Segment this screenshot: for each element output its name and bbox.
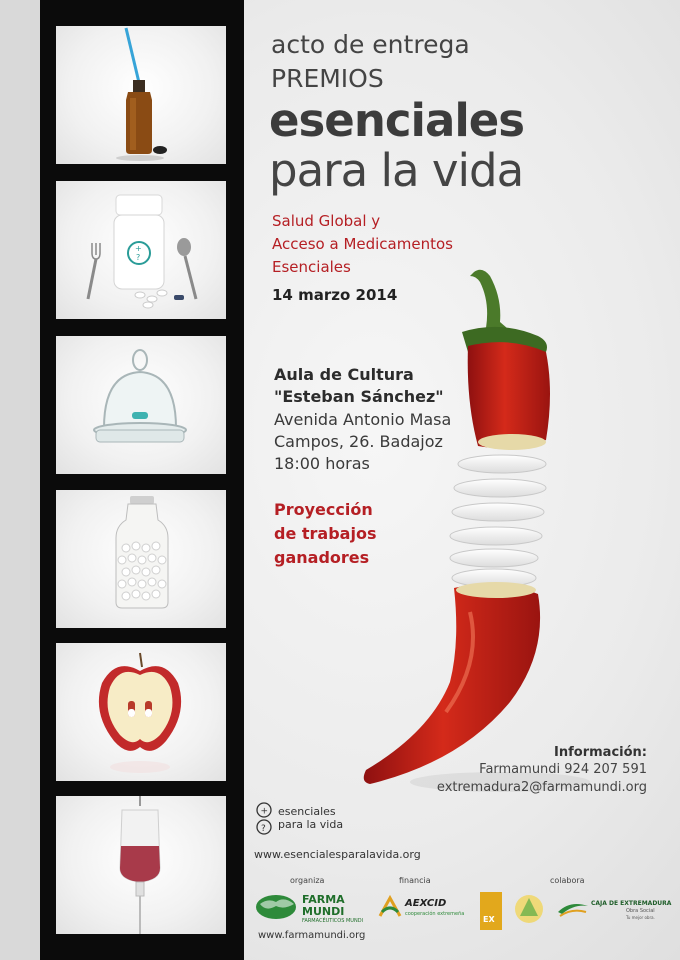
projection-line-1: Proyección xyxy=(274,500,373,519)
title-line-para-la-vida: para la vida xyxy=(269,144,524,197)
information-email[interactable]: extremadura2@farmamundi.org xyxy=(436,780,647,795)
apple-image xyxy=(56,643,226,781)
frame-medicine-bottle xyxy=(56,26,226,164)
title-line-esenciales: esenciales xyxy=(269,94,525,147)
farmamundi-url[interactable]: www.farmamundi.org xyxy=(258,930,366,941)
svg-text:?: ? xyxy=(136,253,141,262)
frame-pill-bottle xyxy=(56,490,226,628)
organiza-label: organiza xyxy=(290,876,325,885)
farmamundi-subtitle: FARMACÉUTICOS MUNDI xyxy=(302,918,364,924)
aexcid-name: AEXCID xyxy=(405,898,447,909)
caja-extremadura-swoosh-icon xyxy=(556,898,590,918)
projection-line-3: ganadores xyxy=(274,548,370,567)
title-line-entrega: acto de entrega xyxy=(271,30,470,59)
regional-emblem-icon xyxy=(512,892,546,926)
caja-name: CAJA DE EXTREMADURA xyxy=(591,900,672,907)
venue-address-line-1: Avenida Antonio Masa xyxy=(274,410,452,429)
glass-dome-image xyxy=(56,336,226,474)
aexcid-subtitle: cooperación extremeña xyxy=(405,911,465,917)
campaign-url[interactable]: www.esencialesparalavida.org xyxy=(254,848,421,861)
frame-glass-dome xyxy=(56,336,226,474)
subtitle-line-2: Acceso a Medicamentos xyxy=(272,235,453,253)
venue-name-line-1: Aula de Cultura xyxy=(274,365,414,384)
svg-text:+: + xyxy=(260,806,269,817)
projection-line-2: de trabajos xyxy=(274,524,377,543)
farmamundi-name-line-2: MUNDI xyxy=(302,905,345,918)
campaign-logo-line-2: para la vida xyxy=(278,818,344,831)
subtitle-line-3: Esenciales xyxy=(272,258,351,276)
iv-drip-image xyxy=(56,796,226,934)
venue-name-line-2: "Esteban Sánchez" xyxy=(274,387,444,406)
venue-address-line-2: Campos, 26. Badajoz xyxy=(274,432,443,451)
left-margin-strip xyxy=(0,0,40,960)
farmamundi-globe-icon xyxy=(254,892,300,922)
subtitle-line-1: Salud Global y xyxy=(272,212,381,230)
information-phone: Farmamundi 924 207 591 xyxy=(479,762,647,777)
campaign-logo-line-1: esenciales xyxy=(278,805,336,818)
svg-text:?: ? xyxy=(261,824,266,834)
information-block xyxy=(437,744,647,797)
pill-bottle-image xyxy=(56,490,226,628)
svg-text:+: + xyxy=(135,244,142,253)
caja-subtitle: Obra Social xyxy=(626,908,655,914)
frame-iv-drip xyxy=(56,796,226,934)
frame-pill-container xyxy=(56,181,226,319)
uex-logo-icon xyxy=(480,892,502,930)
chili-pepper-pills-image xyxy=(350,262,590,802)
film-strip xyxy=(40,0,244,960)
uex-name: EX xyxy=(483,915,495,924)
venue-time: 18:00 horas xyxy=(274,454,370,473)
information-title: Información: xyxy=(554,745,647,760)
frame-apple xyxy=(56,643,226,781)
caja-slogan: Tu mejor obra. xyxy=(626,915,655,920)
pill-container-image xyxy=(56,181,226,319)
event-date: 14 marzo 2014 xyxy=(272,286,398,304)
colabora-label: colabora xyxy=(550,876,585,885)
farmamundi-name-line-1: FARMA xyxy=(302,893,345,906)
financia-label: financia xyxy=(399,876,431,885)
medicine-bottle-image xyxy=(56,26,226,164)
aexcid-logo-icon xyxy=(376,894,404,920)
title-line-premios: PREMIOS xyxy=(271,64,384,93)
